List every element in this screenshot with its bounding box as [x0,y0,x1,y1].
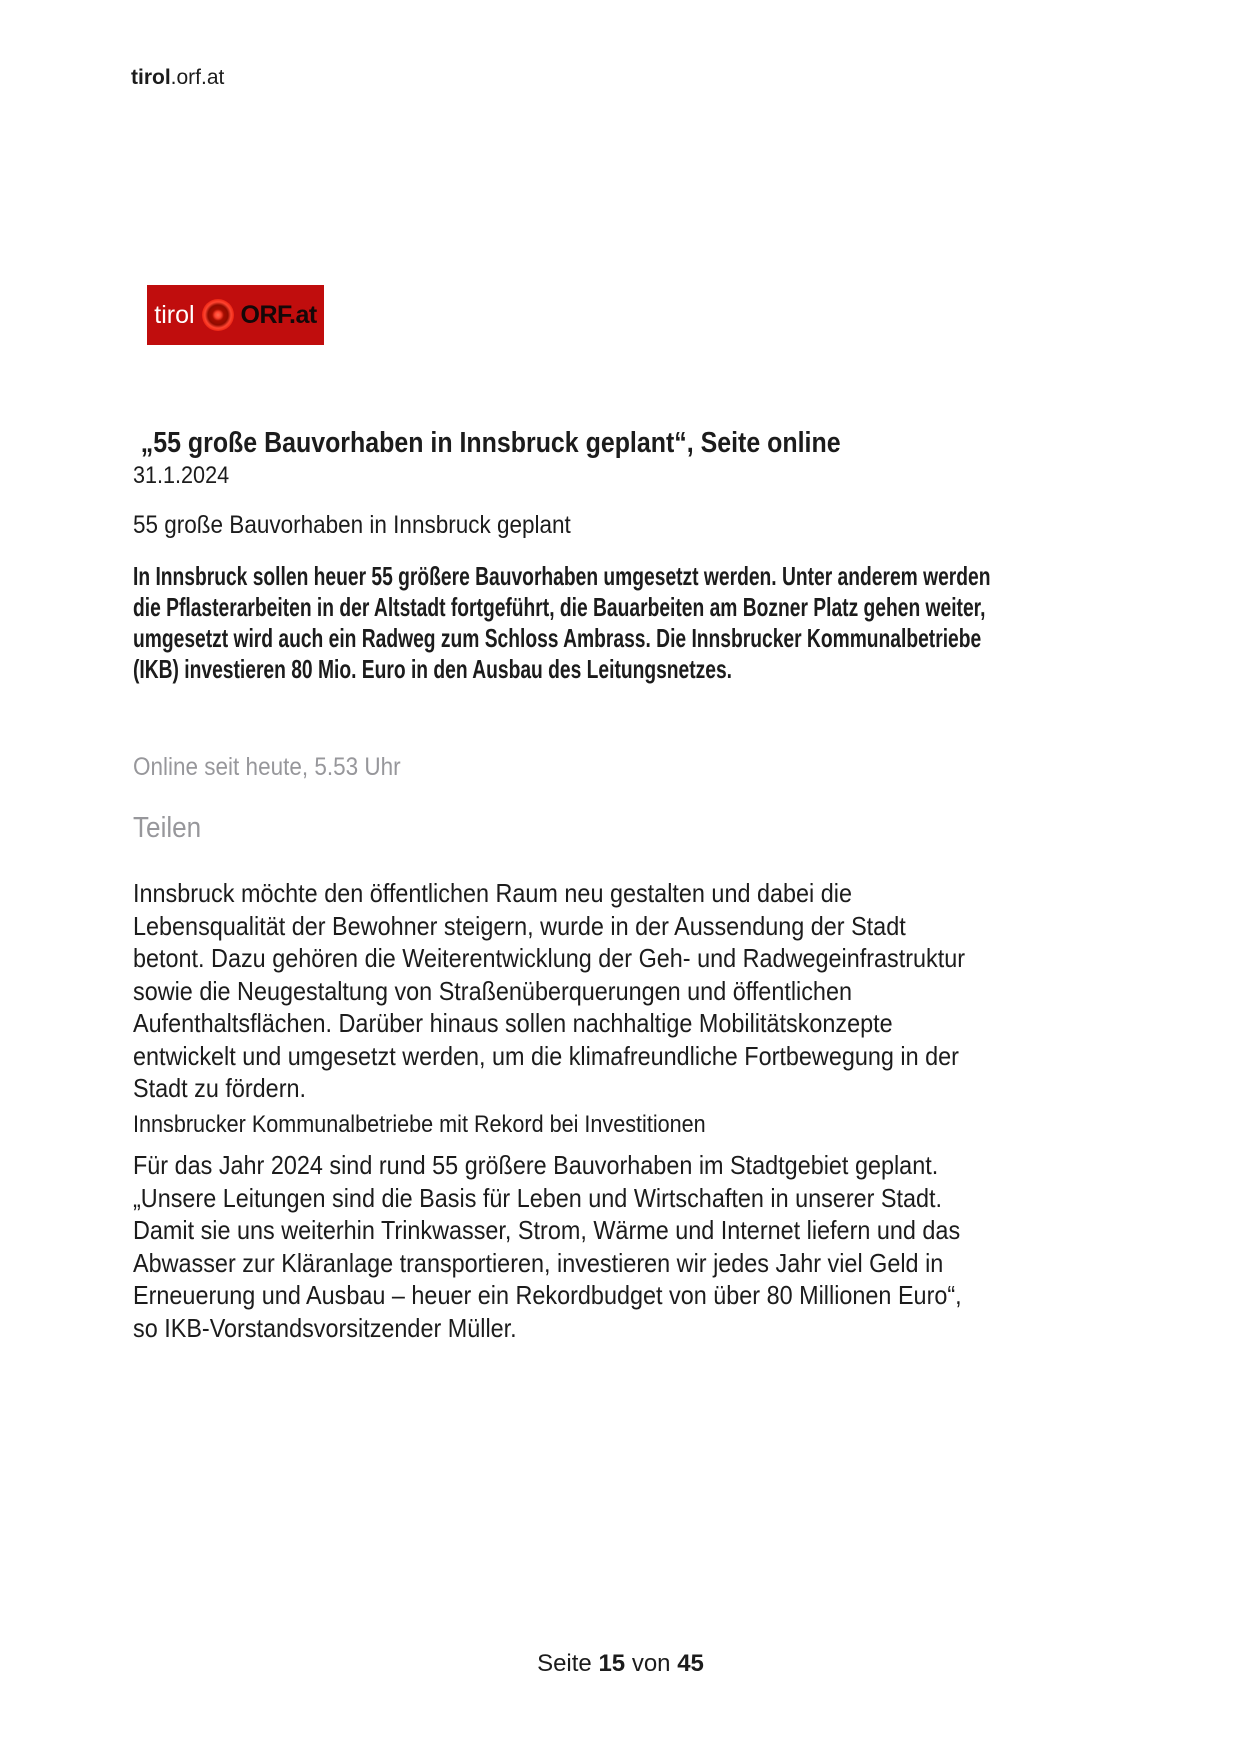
article-subheading: Innsbrucker Kommunalbetriebe mit Rekord bei Investitionen [133,1111,706,1138]
site-url-rest: .orf.at [170,66,225,89]
page-number-footer [0,1650,1241,1678]
orf-target-icon [202,299,234,331]
logo-brand-label: ORF.at [240,300,317,329]
article-paragraph-2: Für das Jahr 2024 sind rund 55 größere Bauvorhaben im Stadtgebiet geplant. „Unsere Leitungen sind die Basis für Leben und Wirtschaften in unserer Stadt. Damit sie uns weiterhin Trinkwasser, Strom, Wärme und Internet liefern und das Abwasser zur Kläranlage transportieren, investieren wir jedes Jahr viel Geld in Erneuerung und Ausbau – heuer ein Rekordbudget von über 80 Millionen Euro“, so IKB-Vorstandsvorsitzender Müller. [133,1150,962,1343]
tirol-orf-logo [147,285,324,345]
footer-page-number: 15 [598,1650,626,1677]
footer-page-label: Seite [537,1650,592,1677]
logo-region-label: tirol [154,300,195,329]
article-lead-paragraph: In Innsbruck sollen heuer 55 größere Bauvorhaben umgesetzt werden. Unter anderem werden die Pflasterarbeiten in der Altstadt fortgeführt, die Bauarbeiten am Bozner Platz gehen weiter, umgesetzt wird auch ein Radweg zum Schloss Ambrass. Die Innsbrucker Kommunalbetriebe (IKB) investieren 80 Mio. Euro in den Ausbau des Leitungsnetzes. [133,561,991,684]
footer-of-label: von [631,1650,671,1677]
share-button[interactable]: Teilen [133,812,202,844]
footer-total-pages: 45 [677,1650,704,1677]
article-paragraph-1: Innsbruck möchte den öffentlichen Raum neu gestalten und dabei die Lebensqualität der Bewohner steigern, wurde in der Aussendung der Stadt betont. Dazu gehören die Weiterentwicklung der Geh- und Radwegeinfrastruktur sowie die Neugestaltung von Straßenüberquerungen und öffentlichen Aufenthaltsflächen. Darüber hinaus sollen nachhaltige Mobilitätskonzepte entwickelt und umgesetzt werden, um die klimafreundliche Fortbewegung in der Stadt zu fördern. [133,878,966,1103]
article-date: 31.1.2024 [133,462,230,489]
site-url-header [131,66,224,90]
online-since-timestamp: Online seit heute, 5.53 Uhr [133,753,401,781]
article-kicker: 55 große Bauvorhaben in Innsbruck geplant [133,511,571,539]
article-headline: „55 große Bauvorhaben in Innsbruck geplant“, Seite online [140,427,841,459]
site-url-bold: tirol [131,66,171,89]
